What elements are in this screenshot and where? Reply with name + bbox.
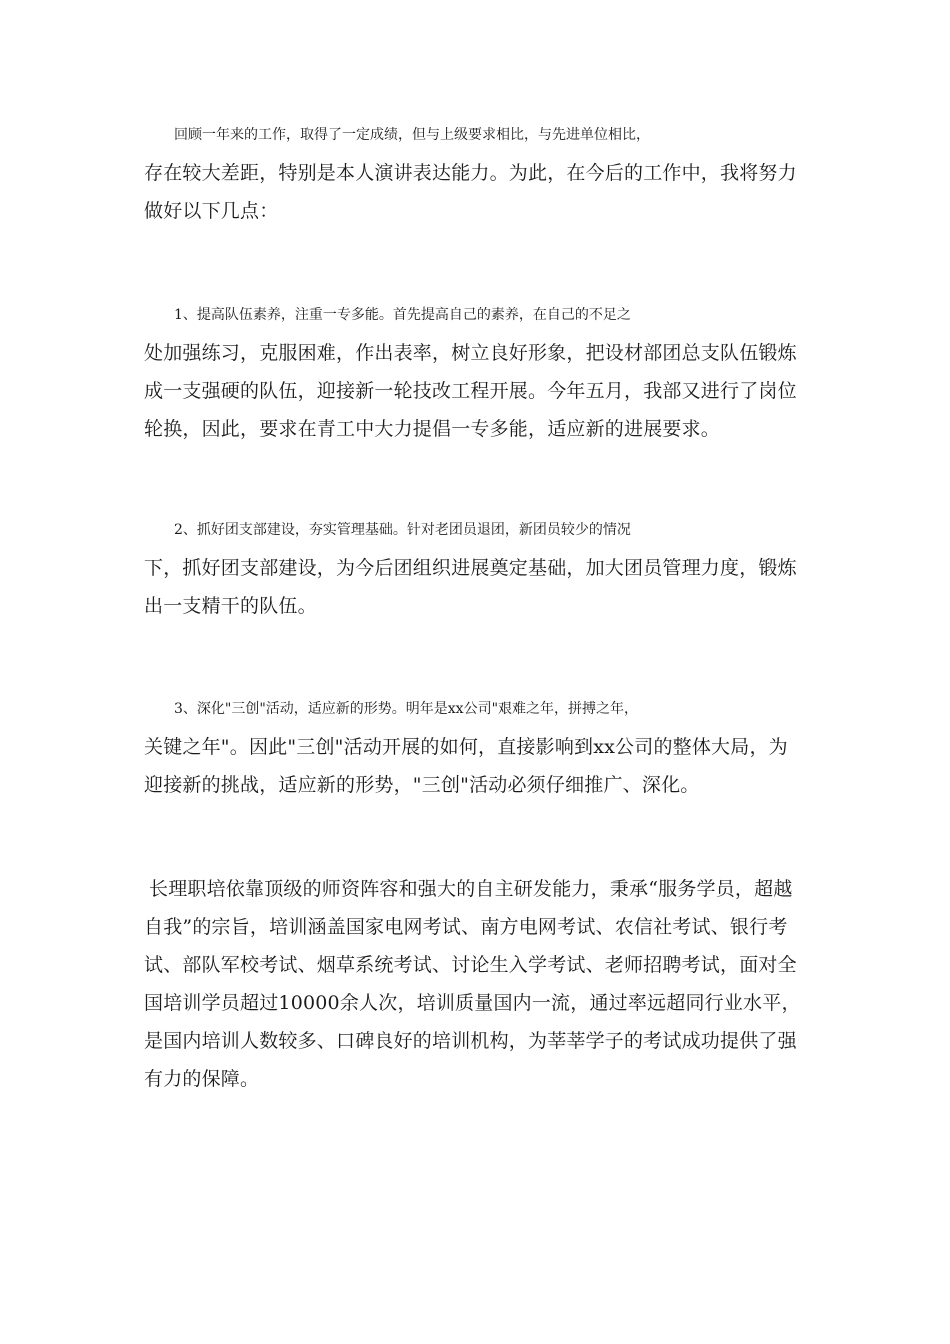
paragraph-5-line-3: 试、部队军校考试、烟草系统考试、讨论生入学考试、老师招聘考试，面对全 [144, 954, 797, 976]
paragraph-1-line-2: 存在较大差距，特别是本人演讲表达能力。为此，在今后的工作中，我将努力 [144, 162, 797, 184]
paragraph-1-line-1: 回顾一年来的工作，取得了一定成绩，但与上级要求相比，与先进单位相比， [174, 127, 650, 143]
paragraph-5-line-2: 自我”的宗旨，培训涵盖国家电网考试、南方电网考试、农信社考试、银行考 [144, 916, 788, 938]
paragraph-2-line-2: 处加强练习，克服困难，作出表率，树立良好形象，把设材部团总支队伍锻炼 [144, 342, 797, 364]
paragraph-2-line-1: 1、提高队伍素养，注重一专多能。首先提高自己的素养，在自己的不足之 [174, 307, 631, 323]
paragraph-5-line-4: 国培训学员超过10000余人次，培训质量国内一流，通过率远超同行业水平， [144, 992, 801, 1014]
paragraph-4-line-3: 迎接新的挑战，适应新的形势，"三创"活动必须仔细推广、深化。 [144, 774, 700, 796]
paragraph-3-line-1: 2、抓好团支部建设，夯实管理基础。针对老团员退团，新团员较少的情况 [174, 522, 631, 538]
paragraph-3-line-3: 出一支精干的队伍。 [144, 595, 317, 617]
paragraph-2-line-4: 轮换，因此，要求在青工中大力提倡一专多能，适应新的进展要求。 [144, 418, 721, 440]
paragraph-5-line-1: 长理职培依靠顶级的师资阵容和强大的自主研发能力，秉承“服务学员，超越 [149, 878, 793, 900]
paragraph-1-line-3: 做好以下几点： [144, 200, 279, 222]
paragraph-3-line-2: 下，抓好团支部建设，为今后团组织进展奠定基础，加大团员管理力度，锻炼 [144, 557, 797, 579]
paragraph-5-line-5: 是国内培训人数较多、口碑良好的培训机构，为莘莘学子的考试成功提供了强 [144, 1030, 797, 1052]
paragraph-4-line-2: 关键之年"。因此"三创"活动开展的如何，直接影响到xx公司的整体大局，为 [144, 736, 788, 758]
paragraph-4-line-1: 3、深化"三创"活动，适应新的形势。明年是xx公司"艰难之年，拼搏之年， [174, 701, 639, 717]
paragraph-5-line-6: 有力的保障。 [144, 1068, 260, 1090]
paragraph-2-line-3: 成一支强硬的队伍，迎接新一轮技改工程开展。今年五月，我部又进行了岗位 [144, 380, 797, 402]
